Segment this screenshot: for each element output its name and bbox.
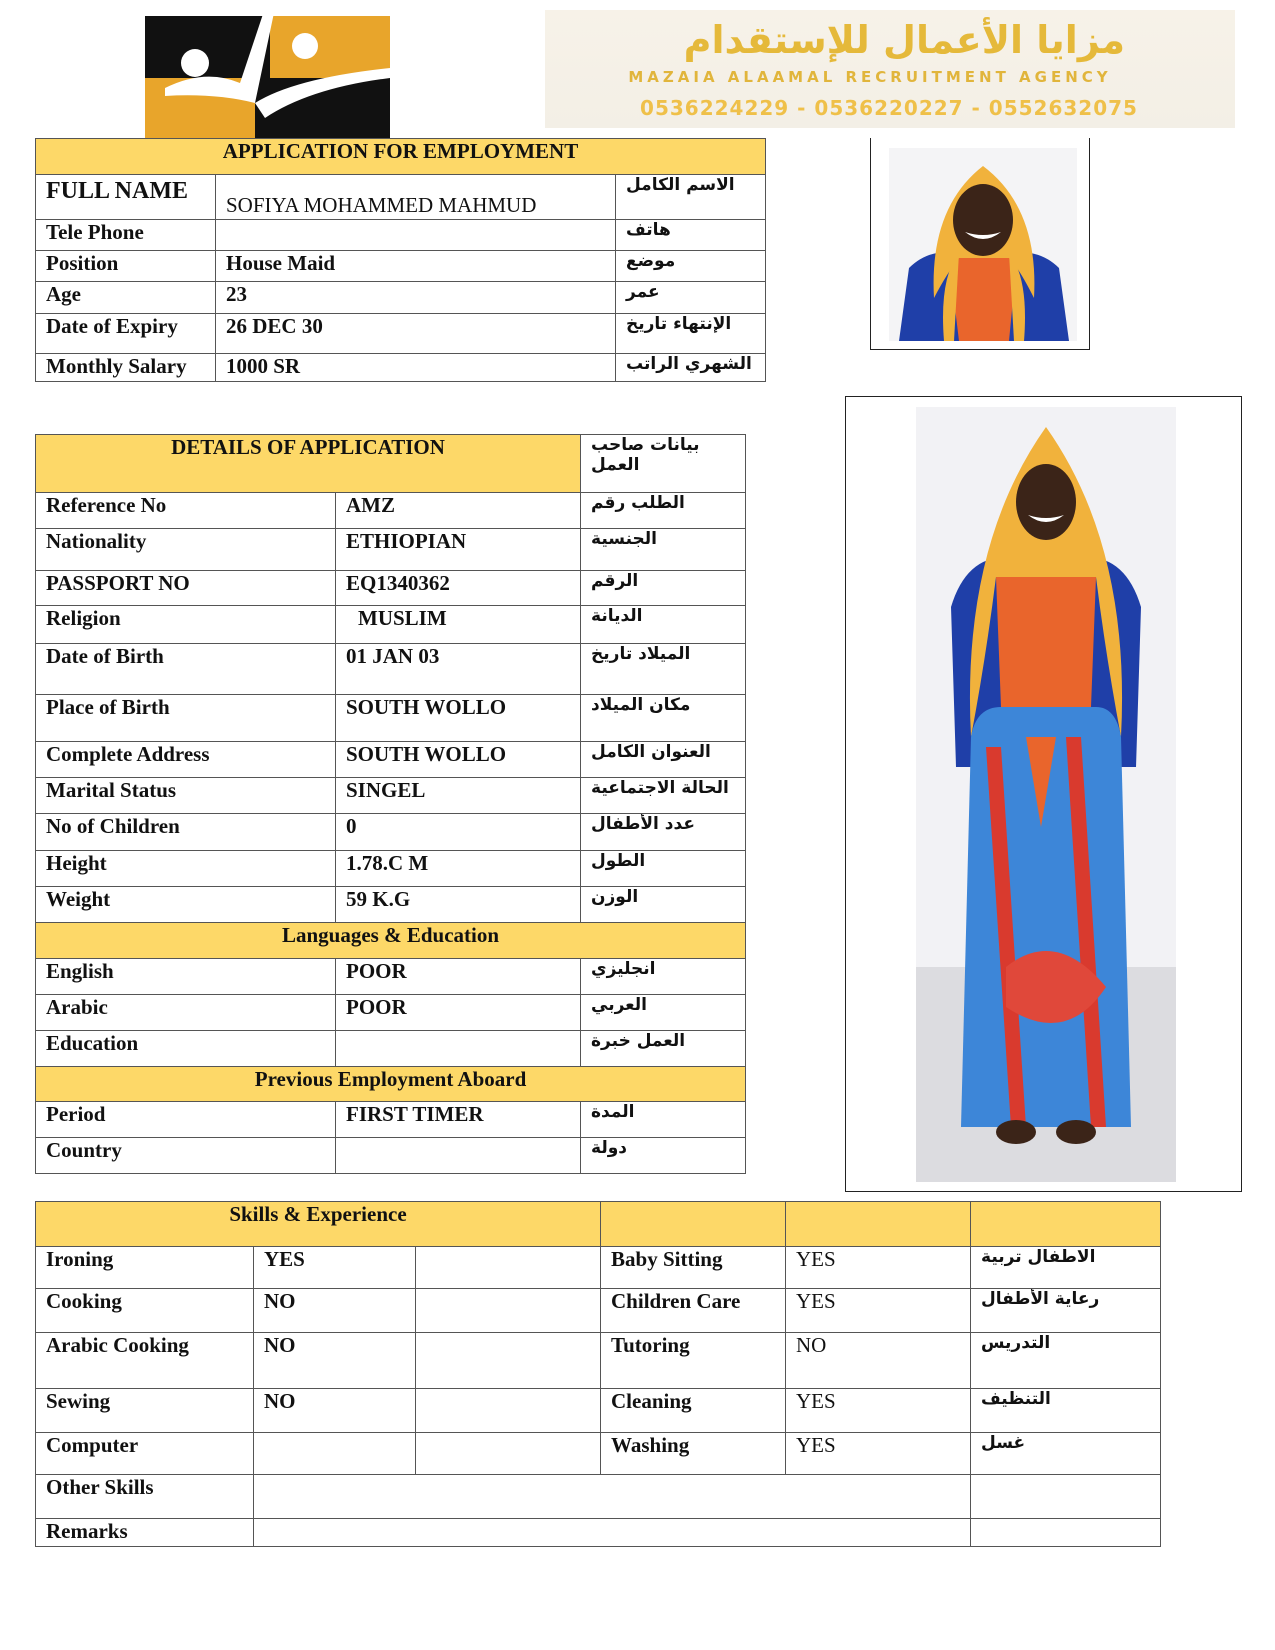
skill-cooking-label: Cooking bbox=[36, 1289, 254, 1333]
skills-header-blank-1 bbox=[601, 1202, 786, 1247]
agency-name-arabic: مزايا الأعمال للإستقدام bbox=[683, 18, 1125, 62]
application-table bbox=[35, 138, 766, 382]
label-country: Country bbox=[36, 1138, 336, 1174]
value-religion: MUSLIM bbox=[336, 606, 581, 644]
skills-header-blank-2 bbox=[786, 1202, 971, 1247]
value-education bbox=[336, 1031, 581, 1067]
agency-logo bbox=[145, 8, 390, 140]
skill-cleaning-arabic: التنظيف bbox=[971, 1389, 1161, 1433]
details-title: DETAILS OF APPLICATION bbox=[36, 435, 581, 493]
skill-ironing-value: YES bbox=[254, 1247, 416, 1289]
remarks-label: Remarks bbox=[36, 1519, 254, 1547]
value-height: 1.78.C M bbox=[336, 851, 581, 887]
value-reference-no: AMZ bbox=[336, 493, 581, 529]
value-position: House Maid bbox=[216, 251, 616, 282]
headshot-frame bbox=[870, 138, 1090, 350]
other-skills-value bbox=[254, 1475, 971, 1519]
languages-title: Languages & Education bbox=[36, 923, 746, 959]
value-english: POOR bbox=[336, 959, 581, 995]
arabic-marital-status: الحالة الاجتماعية bbox=[581, 778, 746, 814]
arabic-age: عمر bbox=[616, 282, 766, 314]
skill-washing-arabic: غسل bbox=[971, 1433, 1161, 1475]
arabic-complete-address: العنوان الكامل bbox=[581, 742, 746, 778]
arabic-weight: الوزن bbox=[581, 887, 746, 923]
arabic-full-name: الاسم الكامل bbox=[616, 175, 766, 220]
arabic-date-of-birth: الميلاد تاريخ bbox=[581, 644, 746, 695]
skill-sewing-label: Sewing bbox=[36, 1389, 254, 1433]
label-english: English bbox=[36, 959, 336, 995]
arabic-religion: الديانة bbox=[581, 606, 746, 644]
value-telephone bbox=[216, 220, 616, 251]
details-title-arabic: بيانات صاحب العمل bbox=[581, 435, 746, 493]
skill-sewing-value: NO bbox=[254, 1389, 416, 1433]
skill-tutoring-arabic: التدريس bbox=[971, 1333, 1161, 1389]
skill-children-care-value: YES bbox=[786, 1289, 971, 1333]
skill-cleaning-value: YES bbox=[786, 1389, 971, 1433]
skill-arabic-cooking-value: NO bbox=[254, 1333, 416, 1389]
skills-header-blank-3 bbox=[971, 1202, 1161, 1247]
skill-baby-sitting-label: Baby Sitting bbox=[601, 1247, 786, 1289]
arabic-place-of-birth: مكان الميلاد bbox=[581, 695, 746, 742]
skill-sewing-blank bbox=[416, 1389, 601, 1433]
details-table bbox=[35, 434, 746, 1174]
skill-computer-value bbox=[254, 1433, 416, 1475]
label-religion: Religion bbox=[36, 606, 336, 644]
remarks-value bbox=[254, 1519, 971, 1547]
person-headshot-photo bbox=[889, 148, 1077, 341]
skill-cleaning-label: Cleaning bbox=[601, 1389, 786, 1433]
label-complete-address: Complete Address bbox=[36, 742, 336, 778]
person-fullbody-photo bbox=[916, 407, 1176, 1182]
arabic-no-of-children: عدد الأطفال bbox=[581, 814, 746, 851]
arabic-telephone: هاتف bbox=[616, 220, 766, 251]
value-marital-status: SINGEL bbox=[336, 778, 581, 814]
skill-computer-blank bbox=[416, 1433, 601, 1475]
value-nationality: ETHIOPIAN bbox=[336, 529, 581, 571]
skill-arabic-cooking-label: Arabic Cooking bbox=[36, 1333, 254, 1389]
value-date-of-birth: 01 JAN 03 bbox=[336, 644, 581, 695]
label-no-of-children: No of Children bbox=[36, 814, 336, 851]
value-country bbox=[336, 1138, 581, 1174]
previous-employment-title: Previous Employment Aboard bbox=[36, 1067, 746, 1102]
skill-washing-value: YES bbox=[786, 1433, 971, 1475]
label-full-name: FULL NAME bbox=[36, 175, 216, 220]
label-arabic: Arabic bbox=[36, 995, 336, 1031]
label-monthly-salary: Monthly Salary bbox=[36, 354, 216, 382]
skill-tutoring-value: NO bbox=[786, 1333, 971, 1389]
value-period: FIRST TIMER bbox=[336, 1102, 581, 1138]
arabic-date-of-expiry: الإنتهاء تاريخ bbox=[616, 314, 766, 354]
label-marital-status: Marital Status bbox=[36, 778, 336, 814]
value-monthly-salary: 1000 SR bbox=[216, 354, 616, 382]
skills-table bbox=[35, 1201, 1161, 1547]
arabic-position: موضع bbox=[616, 251, 766, 282]
fullbody-frame bbox=[845, 396, 1242, 1192]
value-weight: 59 K.G bbox=[336, 887, 581, 923]
label-place-of-birth: Place of Birth bbox=[36, 695, 336, 742]
arabic-reference-no: الطلب رقم bbox=[581, 493, 746, 529]
label-passport-no: PASSPORT NO bbox=[36, 571, 336, 606]
label-education: Education bbox=[36, 1031, 336, 1067]
skill-arabic-cooking-blank bbox=[416, 1333, 601, 1389]
label-date-of-expiry: Date of Expiry bbox=[36, 314, 216, 354]
agency-banner bbox=[545, 10, 1235, 128]
arabic-education: العمل خبرة bbox=[581, 1031, 746, 1067]
label-reference-no: Reference No bbox=[36, 493, 336, 529]
skill-children-care-arabic: رعاية الأطفال bbox=[971, 1289, 1161, 1333]
arabic-period: المدة bbox=[581, 1102, 746, 1138]
arabic-english: انجليزي bbox=[581, 959, 746, 995]
arabic-height: الطول bbox=[581, 851, 746, 887]
value-no-of-children: 0 bbox=[336, 814, 581, 851]
value-place-of-birth: SOUTH WOLLO bbox=[336, 695, 581, 742]
skill-computer-label: Computer bbox=[36, 1433, 254, 1475]
arabic-passport-no: الرقم bbox=[581, 571, 746, 606]
value-arabic: POOR bbox=[336, 995, 581, 1031]
skill-washing-label: Washing bbox=[601, 1433, 786, 1475]
label-height: Height bbox=[36, 851, 336, 887]
label-nationality: Nationality bbox=[36, 529, 336, 571]
arabic-arabic: العربي bbox=[581, 995, 746, 1031]
value-complete-address: SOUTH WOLLO bbox=[336, 742, 581, 778]
skill-ironing-blank bbox=[416, 1247, 601, 1289]
label-weight: Weight bbox=[36, 887, 336, 923]
value-full-name: SOFIYA MOHAMMED MAHMUD bbox=[216, 175, 616, 220]
application-title: APPLICATION FOR EMPLOYMENT bbox=[36, 139, 766, 175]
agency-name-english: MAZAIA ALAAMAL RECRUITMENT AGENCY bbox=[628, 68, 1112, 86]
skills-title: Skills & Experience bbox=[36, 1202, 601, 1247]
arabic-nationality: الجنسية bbox=[581, 529, 746, 571]
label-date-of-birth: Date of Birth bbox=[36, 644, 336, 695]
skill-baby-sitting-arabic: الاطفال تربية bbox=[971, 1247, 1161, 1289]
value-passport-no: EQ1340362 bbox=[336, 571, 581, 606]
label-period: Period bbox=[36, 1102, 336, 1138]
skill-children-care-label: Children Care bbox=[601, 1289, 786, 1333]
label-age: Age bbox=[36, 282, 216, 314]
label-position: Position bbox=[36, 251, 216, 282]
remarks-blank bbox=[971, 1519, 1161, 1547]
arabic-monthly-salary: الشهري الراتب bbox=[616, 354, 766, 382]
other-skills-blank bbox=[971, 1475, 1161, 1519]
value-age: 23 bbox=[216, 282, 616, 314]
arabic-country: دولة bbox=[581, 1138, 746, 1174]
skill-baby-sitting-value: YES bbox=[786, 1247, 971, 1289]
other-skills-label: Other Skills bbox=[36, 1475, 254, 1519]
agency-phones: 0536224229 - 0536220227 - 0552632075 bbox=[640, 96, 1138, 120]
value-date-of-expiry: 26 DEC 30 bbox=[216, 314, 616, 354]
skill-ironing-label: Ironing bbox=[36, 1247, 254, 1289]
skill-tutoring-label: Tutoring bbox=[601, 1333, 786, 1389]
skill-cooking-blank bbox=[416, 1289, 601, 1333]
label-telephone: Tele Phone bbox=[36, 220, 216, 251]
skill-cooking-value: NO bbox=[254, 1289, 416, 1333]
